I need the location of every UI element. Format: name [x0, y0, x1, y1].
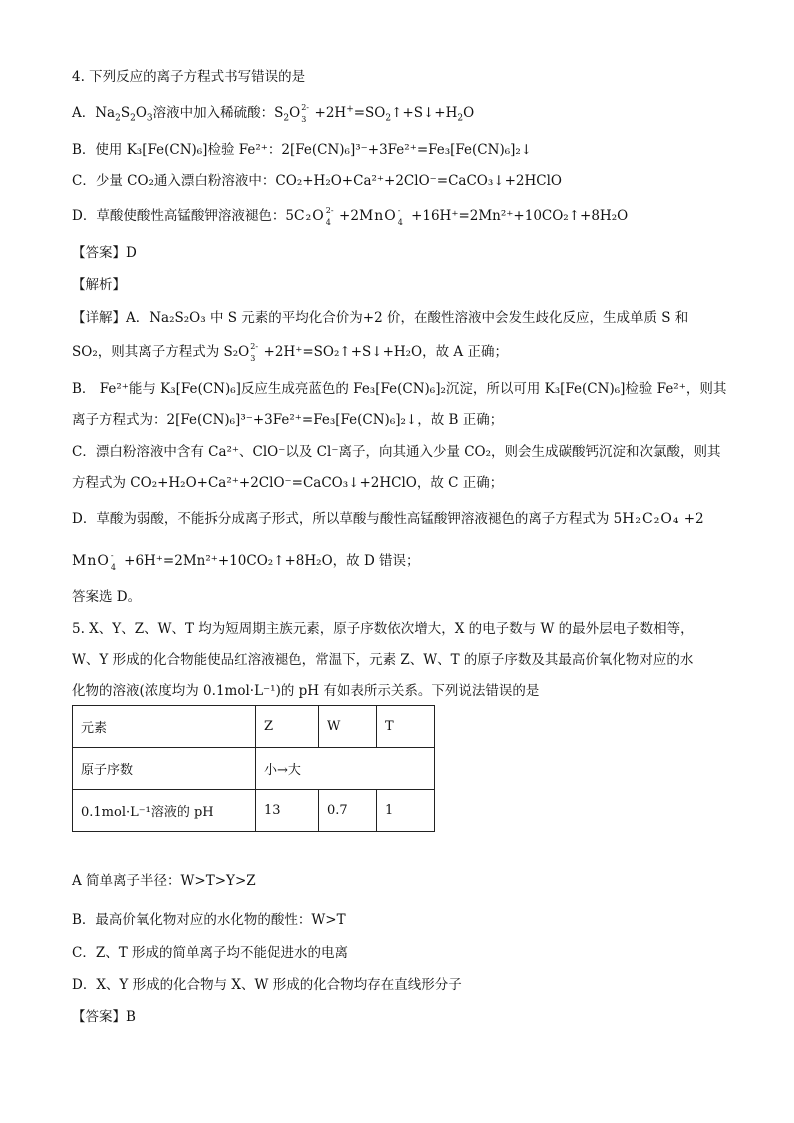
table-row	[73, 748, 435, 790]
table-cell: 0.1mol·L⁻¹溶液的 pH	[73, 790, 256, 832]
table-cell: W	[319, 706, 377, 748]
q4-option-c: C．少量 CO₂通入漂白粉溶液中：CO₂+H₂O+Ca²⁺+2ClO⁻=CaCO₃↓+2HClO	[72, 173, 562, 189]
q4-detail-line-5: C．漂白粉溶液中含有 Ca²⁺、ClO⁻以及 Cl⁻离子，向其通入少量 CO₂，则会生成碳酸钙沉淀和次氯酸，则其	[72, 444, 721, 460]
q5-stem-line-3: 化物的溶液(浓度均为 0.1mol·L⁻¹)的 pH 有如表所示关系。下列说法错误的是	[72, 683, 540, 699]
q4-detail-line-8: MnO - 4 +6H⁺=2Mn²⁺+10CO₂↑+8H₂O，故 D 错误；	[72, 551, 420, 572]
q4-option-b: B．使用 K₃[Fe(CN)₆]检验 Fe²⁺：2[Fe(CN)₆]³⁻+3Fe²⁺=Fe₃[Fe(CN)₆]₂↓	[72, 142, 533, 158]
table-cell: 原子序数	[73, 748, 256, 790]
q4-detail-line-4: 离子方程式为：2[Fe(CN)₆]³⁻+3Fe²⁺=Fe₃[Fe(CN)₆]₂↓，故 B 正确；	[72, 412, 504, 428]
q4-conclusion: 答案选 D。	[72, 589, 142, 605]
q5-option-a: A 简单离子半径：W>T>Y>Z	[72, 873, 256, 889]
table-cell: 小→大	[256, 748, 435, 790]
q4-option-d: D．草酸使酸性高锰酸钾溶液褪色：5C₂O 2- 4 +2MnO - 4 +16H⁺=2Mn²⁺+10CO₂↑+8H₂O	[72, 206, 629, 227]
q5-option-b: B．最高价氧化物对应的水化物的酸性：W>T	[72, 912, 346, 928]
table-cell: 1	[377, 790, 435, 832]
q4-detail-line-6: 方程式为 CO₂+H₂O+Ca²⁺+2ClO⁻=CaCO₃↓+2HClO，故 C 正确；	[72, 475, 504, 491]
q4-option-a: A．$Na_2S_2O_3$溶液中加入稀硫酸：$S_2O$ 2- 3 $+2H^+=SO_2↑+S↓+H_2O$	[72, 103, 475, 124]
table-cell: 13	[256, 790, 319, 832]
table-row	[73, 706, 435, 748]
ph-table	[72, 705, 435, 832]
q4-detail-line-3: B． Fe²⁺能与 K₃[Fe(CN)₆]反应生成亮蓝色的 Fe₃[Fe(CN)₆]₂沉淀，所以可用 K₃[Fe(CN)₆]检验 Fe²⁺，则其	[72, 381, 727, 397]
table-cell: 0.7	[319, 790, 377, 832]
table-cell: 元素	[73, 706, 256, 748]
q5-option-c: C．Z、T 形成的简单离子均不能促进水的电离	[72, 945, 349, 961]
q4-detail-line-7: D．草酸为弱酸，不能拆分成离子形式，所以草酸与酸性高锰酸钾溶液褪色的离子方程式为 5H₂C₂O₄ +2	[72, 511, 704, 527]
q5-stem-line-1: 5. X、Y、Z、W、T 均为短周期主族元素，原子序数依次增大，X 的电子数与 W 的最外层电子数相等，	[72, 621, 694, 637]
table-cell: T	[377, 706, 435, 748]
table-row	[73, 790, 435, 832]
table-cell: Z	[256, 706, 319, 748]
q5-option-d: D．X、Y 形成的化合物与 X、W 形成的化合物均存在直线形分子	[72, 977, 462, 993]
q4-detail-line-1: 【详解】A．Na₂S₂O₃ 中 S 元素的平均化合价为+2 价，在酸性溶液中会发生歧化反应，生成单质 S 和	[72, 310, 689, 326]
q4-analysis-heading: 【解析】	[72, 277, 126, 293]
q4-answer: 【答案】D	[72, 245, 137, 261]
q4-detail-line-2: SO₂，则其离子方程式为 S₂O 2- 3 +2H⁺=SO₂↑+S↓+H₂O，故 A 正确；	[72, 342, 508, 363]
q5-stem-line-2: W、Y 形成的化合物能使品红溶液褪色，常温下，元素 Z、W、T 的原子序数及其最高价氧化物对应的水	[72, 652, 694, 668]
q4-stem: 4. 下列反应的离子方程式书写错误的是	[72, 69, 306, 85]
q5-answer: 【答案】B	[72, 1009, 136, 1025]
